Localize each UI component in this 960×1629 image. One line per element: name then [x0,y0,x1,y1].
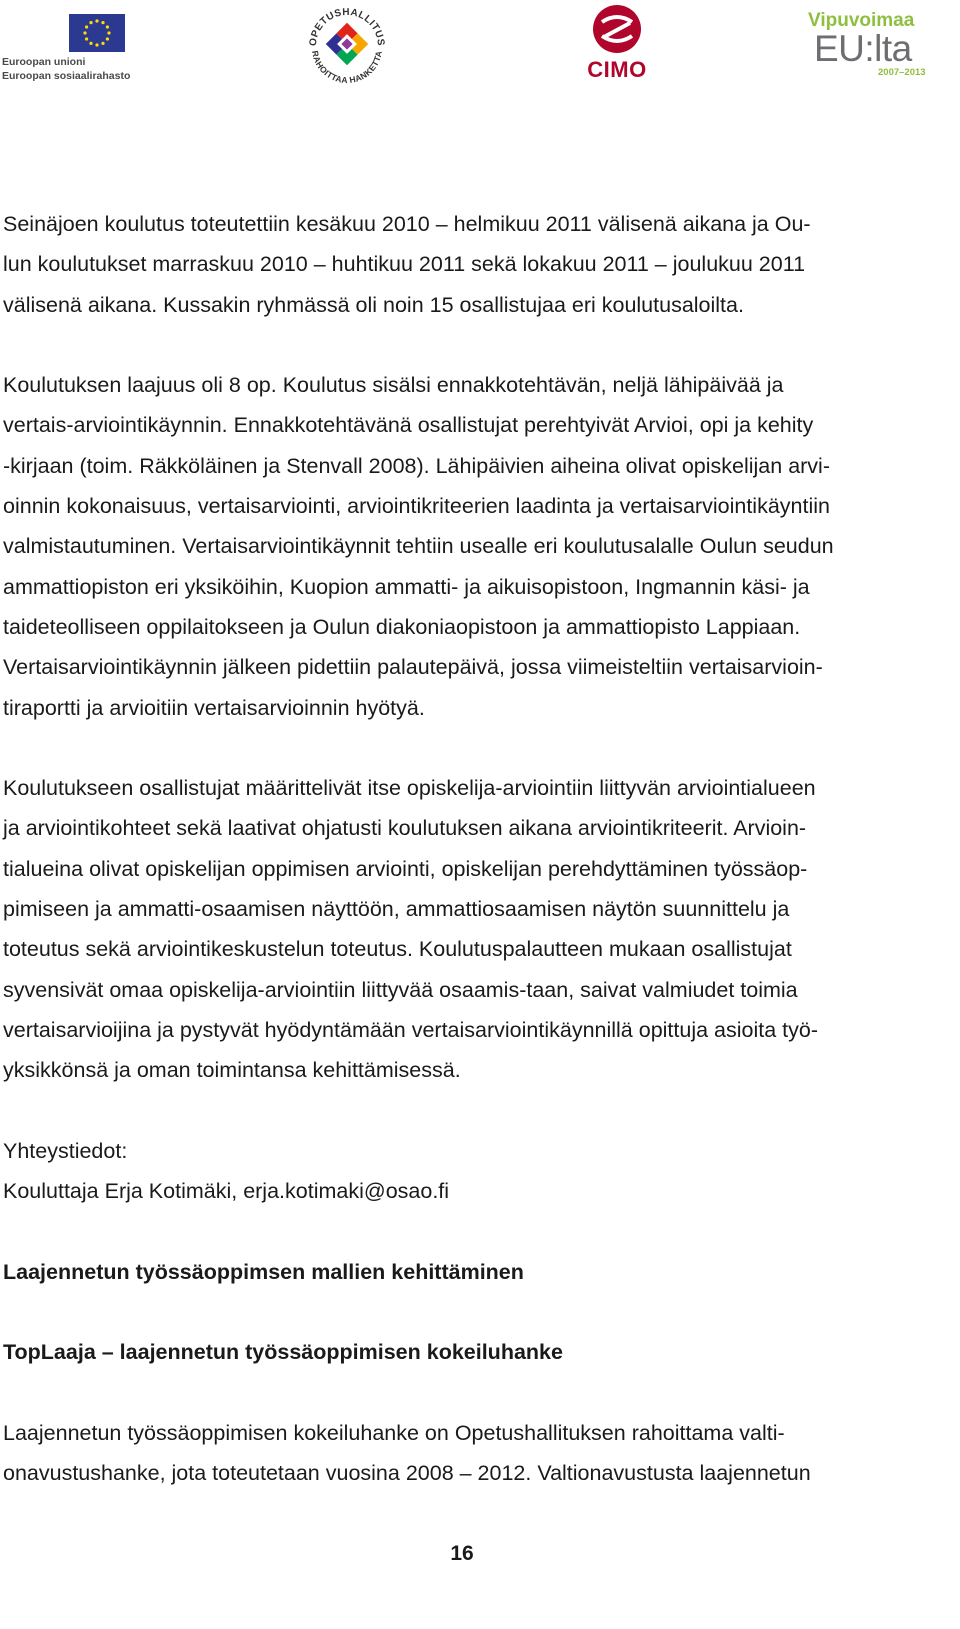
vipuvoimaa-wordmark: Vipuvoimaa [808,10,915,31]
text-line: tiraportti ja arvioitiin vertaisarvioinnin hyötyä. [3,695,425,720]
vipuvoimaa-years: 2007–2013 [878,67,926,78]
contact-block [3,1131,927,1212]
cimo-wordmark: CIMO [587,57,647,82]
text-line: syvensivät omaa opiskelija-arviointiin liittyvää osaamis-taan, saivat valmiudet toimia [3,977,798,1002]
page-number: 16 [450,1542,474,1565]
text-line: vertaisarvioijina ja pystyvät hyödyntämään vertaisarviointikäynnillä opittuja asioita työ- [3,1017,819,1042]
section-heading: Laajennetun työssäoppimsen mallien kehittäminen [3,1259,524,1284]
opetushallitus-seal-icon [302,0,392,90]
text-line: Seinäjoen koulutus toteutettiin kesäkuu 2010 – helmikuu 2011 välisenä aikana ja Ou- [3,212,811,236]
contact-value: Kouluttaja Erja Kotimäki, erja.kotimaki@osao.fi [3,1179,450,1204]
paragraph-4 [3,1413,927,1494]
vipuvoimaa-eu-logo [808,10,958,82]
text-line: lun koulutukset marraskuu 2010 – huhtikuu 2011 sekä lokakuu 2011 – joulukuu 2011 [3,252,806,277]
opetushallitus-logo [302,0,392,90]
oph-arc-top-text: OPETUSHALLITUS [307,6,387,47]
oph-arc-bottom-text: RAHOITTAA HANKETTA [310,49,384,86]
text-line: ja arviointikohteet sekä laativat ohjatusti koulutuksen aikana arviointikriteerit. Arvioin- [3,816,807,841]
subsection-heading: TopLaaja – laajennetun työssäoppimisen kokeiluhanke [3,1340,563,1365]
paragraph-2 [3,365,927,728]
text-line: onavustushanke, jota toteutetaan vuosina 2008 – 2012. Valtionavustusta laajennetun [3,1461,811,1486]
text-line: ammattiopiston eri yksiköihin, Kuopion ammatti- ja aikuisopistoon, Ingmannin käsi- ja [3,574,810,599]
text-line: Koulutukseen osallistujat määrittelivät itse opiskelija-arviointiin liittyvän arviointialueen [3,776,816,801]
text-line: valmistautuminen. Vertaisarviointikäynnit tehtiin usealle eri koulutusalalle Oulun seudun [3,534,834,559]
paragraph-3 [3,768,927,1090]
text-line: pimiseen ja ammatti-osaamisen näyttöön, ammattiosaamisen näytön suunnittelu ja [3,897,790,922]
paragraph-1 [3,204,927,325]
text-line: oinnin kokonaisuus, vertaisarviointi, arviointikriteerien laadinta ja vertaisarviointikäyntiin [3,494,830,519]
text-line: välisenä aikana. Kussakin ryhmässä oli noin 15 osallistujaa eri koulutusaloilta. [3,292,744,317]
text-line: toteutus sekä arviointikeskustelun toteutus. Koulutuspalautteen mukaan osallistujat [3,937,792,962]
text-line: taideteolliseen oppilaitokseen ja Oulun diakoniaopistoon ja ammattiopisto Lappiaan. [3,614,801,639]
text-line: vertais-arviointikäynnin. Ennakkotehtävänä osallistujat perehtyivät Arvioi, opi ja kehity [3,413,814,438]
text-line: tialueina olivat opiskelijan oppimisen arviointi, opiskelijan perehdyttäminen työssäop- [3,856,808,881]
text-line: Laajennetun työssäoppimisen kokeiluhanke on Opetushallituksen rahoittama valti- [3,1420,785,1445]
contact-label: Yhteystiedot: [3,1138,128,1163]
text-line: yksikkönsä ja oman toimintansa kehittämisessä. [3,1058,461,1083]
cimo-emblem-icon [582,2,652,58]
document-body [3,204,927,1494]
eu-logo-line-2: Euroopan sosiaalirahasto [2,70,131,82]
cimo-logo [582,2,652,84]
text-line: -kirjaan (toim. Räkköläinen ja Stenvall 2008). Lähipäivien aiheina olivat opiskelijan arvi- [3,453,830,478]
logo-header [0,0,960,100]
eu-social-fund-logo [2,14,152,84]
eu-flag-icon [69,14,125,52]
text-line: Koulutuksen laajuus oli 8 op. Koulutus sisälsi ennakkotehtävän, neljä lähipäivää ja [3,373,784,398]
eu-logo-line-1: Euroopan unioni [2,56,86,68]
text-line: Vertaisarviointikäynnin jälkeen pidettiin palautepäivä, jossa viimeisteltiin vertaisarvioin- [3,655,823,680]
vipuvoimaa-eu-text: EU:lta [814,28,912,69]
